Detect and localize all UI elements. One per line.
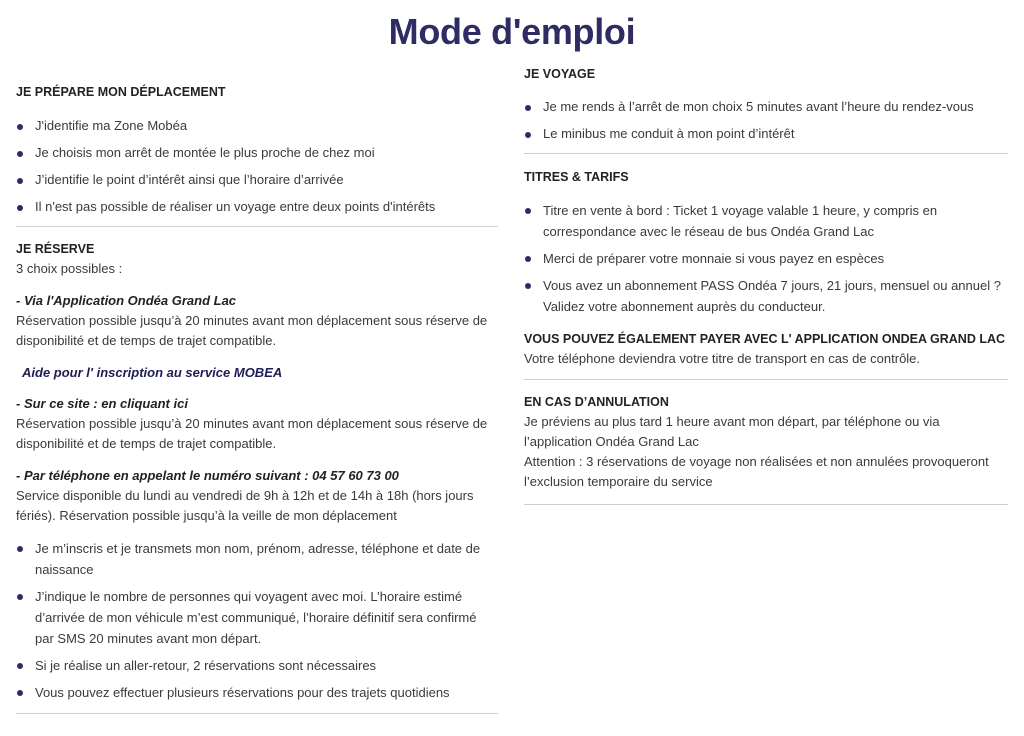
reserve-heading: JE RÉSERVE bbox=[16, 242, 95, 256]
app-option-label: - Via l'Application Ondéa Grand Lac bbox=[16, 293, 237, 308]
site-click-link[interactable]: en cliquant ici bbox=[101, 396, 188, 411]
site-option-label bbox=[16, 394, 498, 414]
site-option-prefix: - Sur ce site : bbox=[16, 396, 102, 411]
left-column bbox=[16, 82, 498, 714]
right-column bbox=[524, 64, 1008, 505]
page-title: Mode d'emploi bbox=[388, 11, 636, 52]
annulation-warning: Attention : 3 réservations de voyage non réalisées et non annulées provoqueront l’exclusion temporaire du service bbox=[524, 454, 989, 489]
site-option-text: Réservation possible jusqu’à 20 minutes avant mon déplacement sous réserve de disponibilité et de temps de trajet compatible. bbox=[16, 416, 488, 451]
app-pay-heading: VOUS POUVEZ ÉGALEMENT PAYER AVEC L' APPLICATION ONDEA GRAND LAC bbox=[524, 332, 1006, 346]
list-item: Je m’inscris et je transmets mon nom, prénom, adresse, téléphone et date de naissance bbox=[16, 538, 498, 580]
app-pay-text: Votre téléphone deviendra votre titre de transport en cas de contrôle. bbox=[524, 351, 921, 366]
voyage-heading: JE VOYAGE bbox=[524, 67, 596, 81]
list-item: Titre en vente à bord : Ticket 1 voyage valable 1 heure, y compris en correspondance avec le réseau de bus Ondéa Grand Lac bbox=[524, 200, 1008, 242]
list-item: J’indique le nombre de personnes qui voyagent avec moi. L’horaire estimé d’arrivée de mon véhicule m’est communiqué, l’horaire définitif sera confirmé par SMS 20 minutes avant mon départ. bbox=[16, 586, 498, 649]
prepare-heading: JE PRÉPARE MON DÉPLACEMENT bbox=[16, 85, 226, 99]
tarifs-section bbox=[524, 154, 1008, 380]
list-item: Le minibus me conduit à mon point d’intérêt bbox=[524, 124, 1008, 144]
reserve-intro: 3 choix possibles : bbox=[16, 261, 123, 276]
tarifs-heading: TITRES & TARIFS bbox=[524, 170, 629, 184]
app-option-text: Réservation possible jusqu’à 20 minutes avant mon déplacement sous réserve de disponibilité et de temps de trajet compatible. bbox=[16, 313, 488, 348]
phone-option-label: - Par téléphone en appelant le numéro suivant : 04 57 60 73 00 bbox=[16, 468, 399, 483]
list-item: Il n'est pas possible de réaliser un voyage entre deux points d'intérêts bbox=[16, 197, 498, 217]
list-item: J’identifie le point d’intérêt ainsi que l’horaire d’arrivée bbox=[16, 170, 498, 190]
voyage-section bbox=[524, 64, 1008, 154]
aide-inscription-link[interactable]: Aide pour l' inscription au service MOBEA bbox=[22, 365, 283, 380]
reserve-list bbox=[16, 538, 498, 703]
annulation-heading: EN CAS D’ANNULATION bbox=[524, 395, 669, 409]
prepare-section bbox=[16, 82, 498, 227]
prepare-list bbox=[16, 116, 498, 217]
list-item: Vous avez un abonnement PASS Ondéa 7 jours, 21 jours, mensuel ou annuel ? Validez votre abonnement auprès du conducteur. bbox=[524, 275, 1008, 317]
list-item: J'identifie ma Zone Mobéa bbox=[16, 116, 498, 136]
list-item: Vous pouvez effectuer plusieurs réservations pour des trajets quotidiens bbox=[16, 682, 498, 703]
list-item: Merci de préparer votre monnaie si vous payez en espèces bbox=[524, 248, 1008, 269]
reserve-section bbox=[16, 227, 498, 714]
tarifs-list bbox=[524, 200, 1008, 317]
list-item: Je choisis mon arrêt de montée le plus proche de chez moi bbox=[16, 143, 498, 163]
list-item: Si je réalise un aller-retour, 2 réservations sont nécessaires bbox=[16, 655, 498, 676]
list-item: Je me rends à l’arrêt de mon choix 5 minutes avant l’heure du rendez-vous bbox=[524, 97, 1008, 117]
phone-option-text: Service disponible du lundi au vendredi de 9h à 12h et de 14h à 18h (hors jours fériés). Réservation possible jusqu’à la veille de mon déplacement bbox=[16, 488, 474, 523]
annulation-section bbox=[524, 380, 1008, 505]
voyage-list bbox=[524, 97, 1008, 144]
annulation-text: Je préviens au plus tard 1 heure avant mon départ, par téléphone ou via l’application Ondéa Grand Lac bbox=[524, 414, 940, 449]
